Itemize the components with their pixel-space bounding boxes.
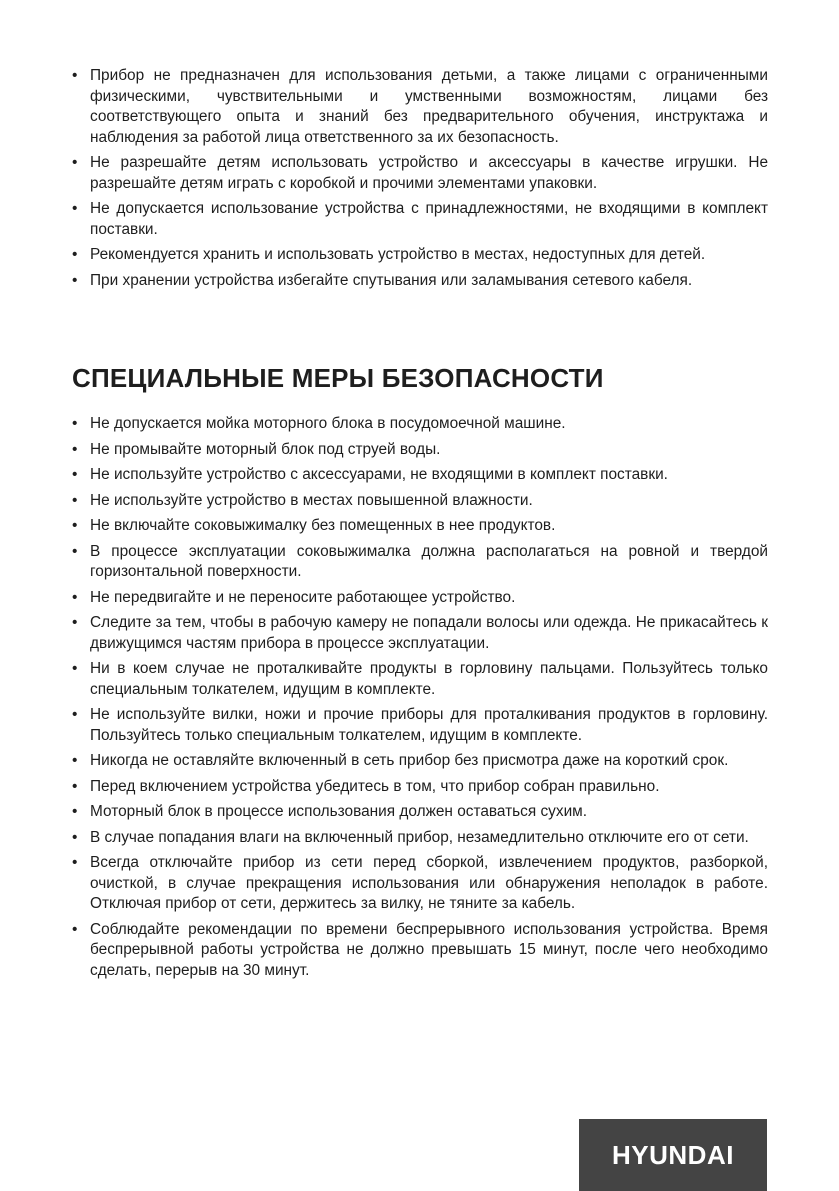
section-title: СПЕЦИАЛЬНЫЕ МЕРЫ БЕЗОПАСНОСТИ: [72, 363, 604, 393]
list-item: • Не допускается использование устройства с принадлежностями, не входящими в комплект поставки.: [72, 199, 768, 240]
list-item: • Перед включением устройства убедитесь в том, что прибор собран правильно.: [72, 777, 768, 798]
list-item: • В процессе эксплуатации соковыжималка должна располагаться на ровной и твердой горизонтальной поверхности.: [72, 542, 768, 583]
list-item: • Не используйте устройство с аксессуарами, не входящими в комплект поставки.: [72, 465, 768, 486]
list-item: • Следите за тем, чтобы в рабочую камеру не попадали волосы или одежда. Не прикасайтесь к движущимся частям прибора в процессе эксплуатации.: [72, 613, 768, 654]
list-item: • Никогда не оставляйте включенный в сеть прибор без присмотра даже на короткий срок.: [72, 751, 768, 772]
document-page: [72, 66, 768, 986]
general-safety-list: [72, 66, 768, 291]
list-item: • Всегда отключайте прибор из сети перед сборкой, извлечением продуктов, разборкой, очисткой, в случае прекращения использования или обнаружения неполадок в работе. Отключая прибор от сети, держитесь за вилку, не тяните за кабель.: [72, 853, 768, 915]
list-item: • Рекомендуется хранить и использовать устройство в местах, недоступных для детей.: [72, 245, 768, 266]
list-item: • Не используйте вилки, ножи и прочие приборы для проталкивания продуктов в горловину. Пользуйтесь только специальным толкателем, идущим в комплекте.: [72, 705, 768, 746]
list-item: • Не допускается мойка моторного блока в посудомоечной машине.: [72, 414, 768, 435]
special-safety-list: [72, 414, 768, 981]
list-item: • Прибор не предназначен для использования детьми, а также лицами с ограниченными физическими, чувствительными и умственными возможностям, лицами без соответствующего опыта и знаний без предварительного обучения, инструктажа и наблюдения за работой лица ответственного за их безопасность.: [72, 66, 768, 148]
brand-logo: [579, 1119, 767, 1191]
list-item: • Не используйте устройство в местах повышенной влажности.: [72, 491, 768, 512]
list-item: • Моторный блок в процессе использования должен оставаться сухим.: [72, 802, 768, 823]
list-item: • Не промывайте моторный блок под струей воды.: [72, 440, 768, 461]
brand-logo-text: HYUNDAI: [612, 1139, 734, 1170]
list-item: • При хранении устройства избегайте спутывания или заламывания сетевого кабеля.: [72, 271, 768, 292]
list-item: • Соблюдайте рекомендации по времени беспрерывного использования устройства. Время беспрерывной работы устройства не должно превышать 15 минут, после чего необходимо сделать, перерыв на 30 минут.: [72, 920, 768, 982]
list-item: • Не разрешайте детям использовать устройство и аксессуары в качестве игрушки. Не разрешайте детям играть с коробкой и прочими элементами упаковки.: [72, 153, 768, 194]
list-item: • Не передвигайте и не переносите работающее устройство.: [72, 588, 768, 609]
list-item: • В случае попадания влаги на включенный прибор, незамедлительно отключите его от сети.: [72, 828, 768, 849]
list-item: • Ни в коем случае не проталкивайте продукты в горловину пальцами. Пользуйтесь только специальным толкателем, идущим в комплекте.: [72, 659, 768, 700]
list-item: • Не включайте соковыжималку без помещенных в нее продуктов.: [72, 516, 768, 537]
